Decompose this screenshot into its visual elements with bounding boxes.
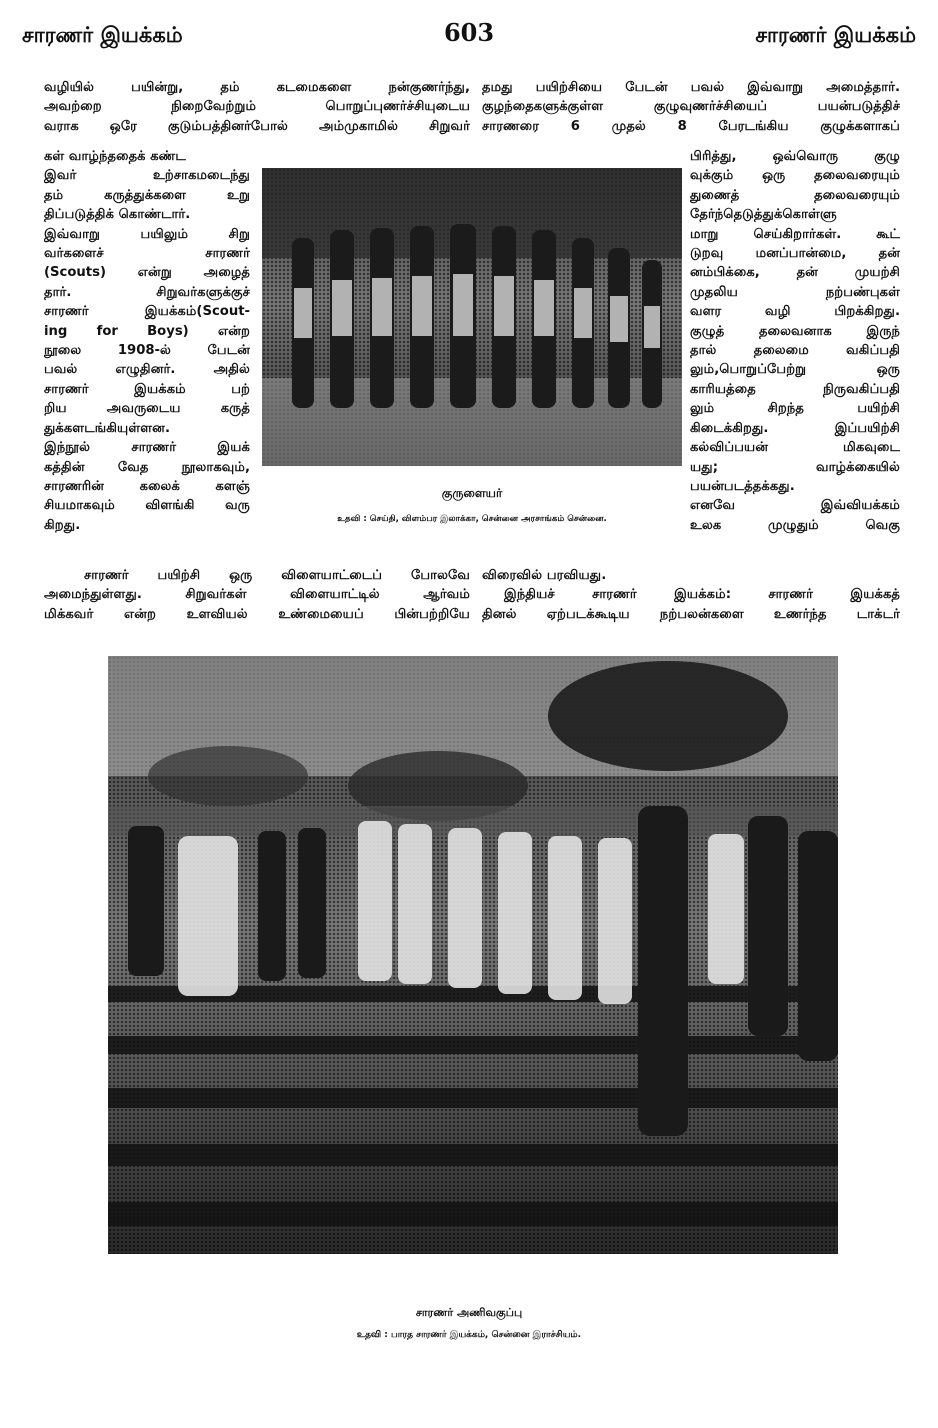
text-line: எனவே இவ்வியக்கம்	[690, 498, 900, 514]
text-line: பவல் எழுதினர். அதில்	[44, 362, 250, 378]
text-line: கள் வாழ்ந்ததைக் கண்ட	[44, 149, 186, 164]
text-line: சாரணரின் கலைக் களஞ்	[44, 478, 250, 494]
column-2-bottom	[482, 566, 900, 624]
column-1-bottom	[44, 566, 470, 624]
text-line: உலக முழுதும் வெகு	[690, 517, 900, 533]
text-line: முதலிய நற்பண்புகள்	[690, 284, 900, 300]
text-line: வளர வழி பிறக்கிறது.	[690, 304, 900, 320]
text-line: குழந்தைகளுக்குள்ள குழுவுணர்ச்சியைப் பயன்படுத்திச்	[482, 99, 900, 115]
cubs-photo	[262, 168, 682, 466]
text-line: திப்படுத்திக் கொண்டார்.	[44, 207, 191, 223]
scout-parade-photo	[108, 656, 838, 1254]
text-line: டுறவு மனப்பான்மை, தன்	[690, 246, 900, 262]
figure-2-caption: சாரணர் அணிவகுப்பு	[415, 1306, 523, 1319]
text-line: சாரணர் பயிற்சி ஒரு விளையாட்டைப் போலவே	[84, 568, 470, 583]
text-line: தமது பயிற்சியை பேடன் பவல் இவ்வாறு அமைத்தார்.	[482, 80, 900, 95]
text-line: சாரணரை 6 முதல் 8 பேரடங்கிய குழுக்களாகப்	[482, 118, 900, 134]
cubs-photo-scene	[262, 168, 682, 466]
text-line: துக்களடங்கியுள்ளன.	[44, 420, 170, 436]
text-line: சாரணர் இயக்கம் பற்	[44, 381, 250, 397]
text-line: பயன்படத்தக்கது.	[690, 478, 795, 494]
text-line: றிய அவருடைய கருத்	[44, 401, 250, 417]
text-line: லும்,பொறுப்பேற்று ஒரு	[690, 362, 900, 378]
text-line: தேர்ந்தெடுத்துக்கொள்ளு	[690, 207, 837, 223]
text-line: (Scouts) என்று அழைத்	[44, 265, 250, 281]
text-line: வராக ஒரே குடும்பத்தினர்போல் அம்முகாமில் சிறுவர்	[44, 118, 470, 134]
text-line: இவ்வாறு பயிலும் சிறு	[44, 226, 250, 242]
text-line: லும் சிறந்த பயிற்சி	[690, 401, 900, 417]
text-line: துணைத் தலைவரையும்	[690, 187, 900, 203]
text-line: தால் தலைமை வகிப்பதி	[690, 343, 900, 359]
column-2-wrapped	[690, 147, 900, 535]
figure-2-credit: உதவி : பாரத சாரணர் இயக்கம், சென்னை இராச்சியம்.	[356, 1330, 582, 1340]
text-line: தினல் ஏற்படக்கூடிய நற்பலன்களை உணர்ந்த டாக்டர்	[482, 606, 900, 622]
column-1-top	[44, 78, 470, 136]
text-line: மாறு செய்கிறார்கள். கூட்	[690, 226, 900, 242]
running-header-left: சாரணர் இயக்கம்	[22, 23, 183, 47]
text-line: தார். சிறுவர்களுக்குச்	[44, 284, 250, 300]
text-line: மிக்கவர் என்ற உளவியல் உண்மையைப் பின்பற்றியே	[44, 606, 470, 622]
text-line: இந்தியச் சாரணர் இயக்கம்: சாரணர் இயக்கத்	[504, 587, 900, 603]
text-line: சாரணர் இயக்கம்(Scout-	[44, 304, 250, 320]
text-line: இவர் உற்சாகமடைந்து	[44, 168, 250, 184]
text-line: அவற்றை நிறைவேற்றும் பொறுப்புணர்ச்சியுடைய	[44, 99, 470, 115]
running-header-right: சாரணர் இயக்கம்	[755, 23, 916, 47]
text-line: அமைந்துள்ளது. சிறுவர்கள் விளையாட்டில் ஆர்வம்	[44, 587, 470, 603]
text-line: நூலை 1908-ல் பேடன்	[44, 343, 250, 359]
text-line: கத்தின் வேத நூலாகவும்,	[44, 459, 250, 475]
text-line: கிறது.	[44, 517, 81, 533]
column-1-wrapped	[44, 147, 250, 535]
text-line: காரியத்தை நிருவகிப்பதி	[690, 381, 900, 397]
text-line: கல்விப்பயன் மிகவுடை	[690, 440, 900, 456]
page-number: 603	[443, 18, 495, 47]
figure-1-credit: உதவி : செய்தி, விளம்பர இலாக்கா, சென்னை அரசாங்கம் சென்னை.	[337, 514, 607, 524]
text-line: வர்களைச் சாரணர்	[44, 246, 250, 262]
figure-1-caption: குருளையர்	[441, 486, 503, 500]
text-line: சியமாகவும் விளங்கி வரு	[44, 498, 250, 514]
text-line: வழியில் பயின்று, தம் கடமைகளை நன்குணர்ந்து,	[44, 80, 470, 95]
text-line: விரைவில் பரவியது.	[482, 568, 607, 583]
column-2-top	[482, 78, 900, 136]
text-line: வுக்கும் ஒரு தலைவரையும்	[690, 168, 900, 184]
text-line: பிரித்து, ஒவ்வொரு குழு	[690, 149, 900, 164]
text-line: ing for Boys) என்ற	[44, 323, 250, 339]
text-line: இந்நூல் சாரணர் இயக்	[44, 440, 250, 456]
text-line: யது; வாழ்க்கையில்	[690, 459, 900, 475]
text-line: கிடைக்கிறது. இப்பயிற்சி	[690, 420, 900, 436]
text-line: குழுத் தலைவனாக இருந்	[690, 323, 900, 339]
text-line: னம்பிக்கை, தன் முயற்சி	[690, 265, 900, 281]
parade-photo-scene	[108, 656, 838, 1254]
text-line: தம் கருத்துக்களை உறு	[44, 187, 250, 203]
